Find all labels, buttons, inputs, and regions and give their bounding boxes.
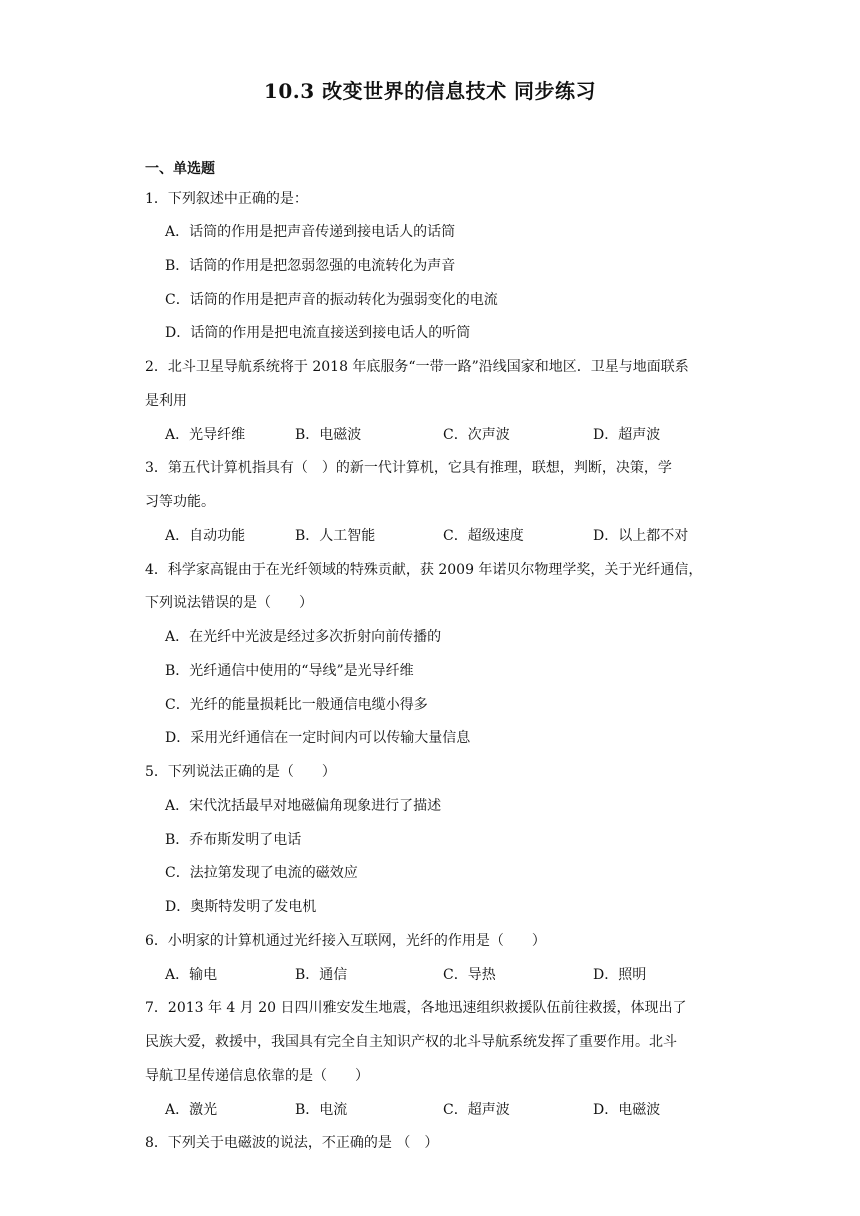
question-3-option-d: D．以上都不对	[593, 528, 689, 544]
question-2-stem-line-1: 2．北斗卫星导航系统将于 2018 年底服务“一带一路”沿线国家和地区．卫星与地面联系	[145, 359, 689, 375]
question-6-options	[165, 964, 725, 984]
question-3-options	[165, 525, 725, 545]
question-7-option-d: D．电磁波	[593, 1102, 661, 1118]
question-7-stem-line-1: 7．2013 年 4 月 20 日四川雅安发生地震，各地迅速组织救援队伍前往救援，体现出了	[145, 1000, 687, 1016]
question-7-stem-line-2: 民族大爱，救援中，我国具有完全自主知识产权的北斗导航系统发挥了重要作用。北斗	[145, 1034, 677, 1050]
question-2-stem-line-2: 是利用	[145, 393, 187, 409]
question-6-option-a: A．输电	[165, 967, 218, 983]
question-5-option-d: D．奥斯特发明了发电机	[165, 899, 317, 915]
question-1-stem: 1．下列叙述中正确的是：	[145, 191, 308, 207]
question-6-option-c: C．导热	[443, 967, 496, 983]
question-5-option-a: A．宋代沈括最早对地磁偏角现象进行了描述	[165, 798, 442, 814]
question-1-option-a: A．话筒的作用是把声音传递到接电话人的话筒	[165, 224, 456, 240]
question-5-option-c: C．法拉第发现了电流的磁效应	[165, 865, 358, 881]
question-6-stem: 6．小明家的计算机通过光纤接入互联网，光纤的作用是（ ）	[145, 933, 546, 949]
question-6-option-b: B．通信	[295, 967, 348, 983]
question-4-option-b: B．光纤通信中使用的“导线”是光导纤维	[165, 663, 414, 679]
question-5-option-b: B．乔布斯发明了电话	[165, 832, 302, 848]
question-4-stem-line-1: 4．科学家高锟由于在光纤领域的特殊贡献，获 2009 年诺贝尔物理学奖，关于光纤通信，	[145, 562, 703, 578]
question-8-stem: 8．下列关于电磁波的说法，不正确的是 （ ）	[145, 1135, 439, 1151]
question-2-option-d: D．超声波	[593, 427, 661, 443]
question-1-option-d: D．话筒的作用是把电流直接送到接电话人的听筒	[165, 325, 471, 341]
question-2-option-b: B．电磁波	[295, 427, 362, 443]
page-title: 10.3 改变世界的信息技术 同步练习	[263, 79, 597, 103]
question-4-stem-line-2: 下列说法错误的是（ ）	[145, 595, 313, 611]
question-5-stem: 5．下列说法正确的是（ ）	[145, 764, 336, 780]
question-7-options	[165, 1099, 725, 1119]
question-3-option-b: B．人工智能	[295, 528, 376, 544]
question-3-stem-line-2: 习等功能。	[145, 494, 215, 510]
question-2-option-a: A．光导纤维	[165, 427, 246, 443]
question-2-option-c: C．次声波	[443, 427, 510, 443]
question-7-option-a: A．激光	[165, 1102, 218, 1118]
question-3-option-a: A．自动功能	[165, 528, 246, 544]
question-3-stem-line-1: 3．第五代计算机指具有（ ）的新一代计算机，它具有推理，联想，判断，决策，学	[145, 460, 672, 476]
question-7-option-c: C．超声波	[443, 1102, 510, 1118]
section-heading: 一、单选题	[145, 161, 215, 177]
question-7-option-b: B．电流	[295, 1102, 348, 1118]
question-4-option-a: A．在光纤中光波是经过多次折射向前传播的	[165, 629, 442, 645]
question-4-option-d: D．采用光纤通信在一定时间内可以传输大量信息	[165, 730, 471, 746]
question-2-options	[165, 424, 725, 444]
question-3-option-c: C．超级速度	[443, 528, 524, 544]
question-6-option-d: D．照明	[593, 967, 647, 983]
question-1-option-b: B．话筒的作用是把忽弱忽强的电流转化为声音	[165, 258, 456, 274]
question-7-stem-line-3: 导航卫星传递信息依靠的是（ ）	[145, 1068, 369, 1084]
question-1-option-c: C．话筒的作用是把声音的振动转化为强弱变化的电流	[165, 292, 498, 308]
question-4-option-c: C．光纤的能量损耗比一般通信电缆小得多	[165, 697, 428, 713]
